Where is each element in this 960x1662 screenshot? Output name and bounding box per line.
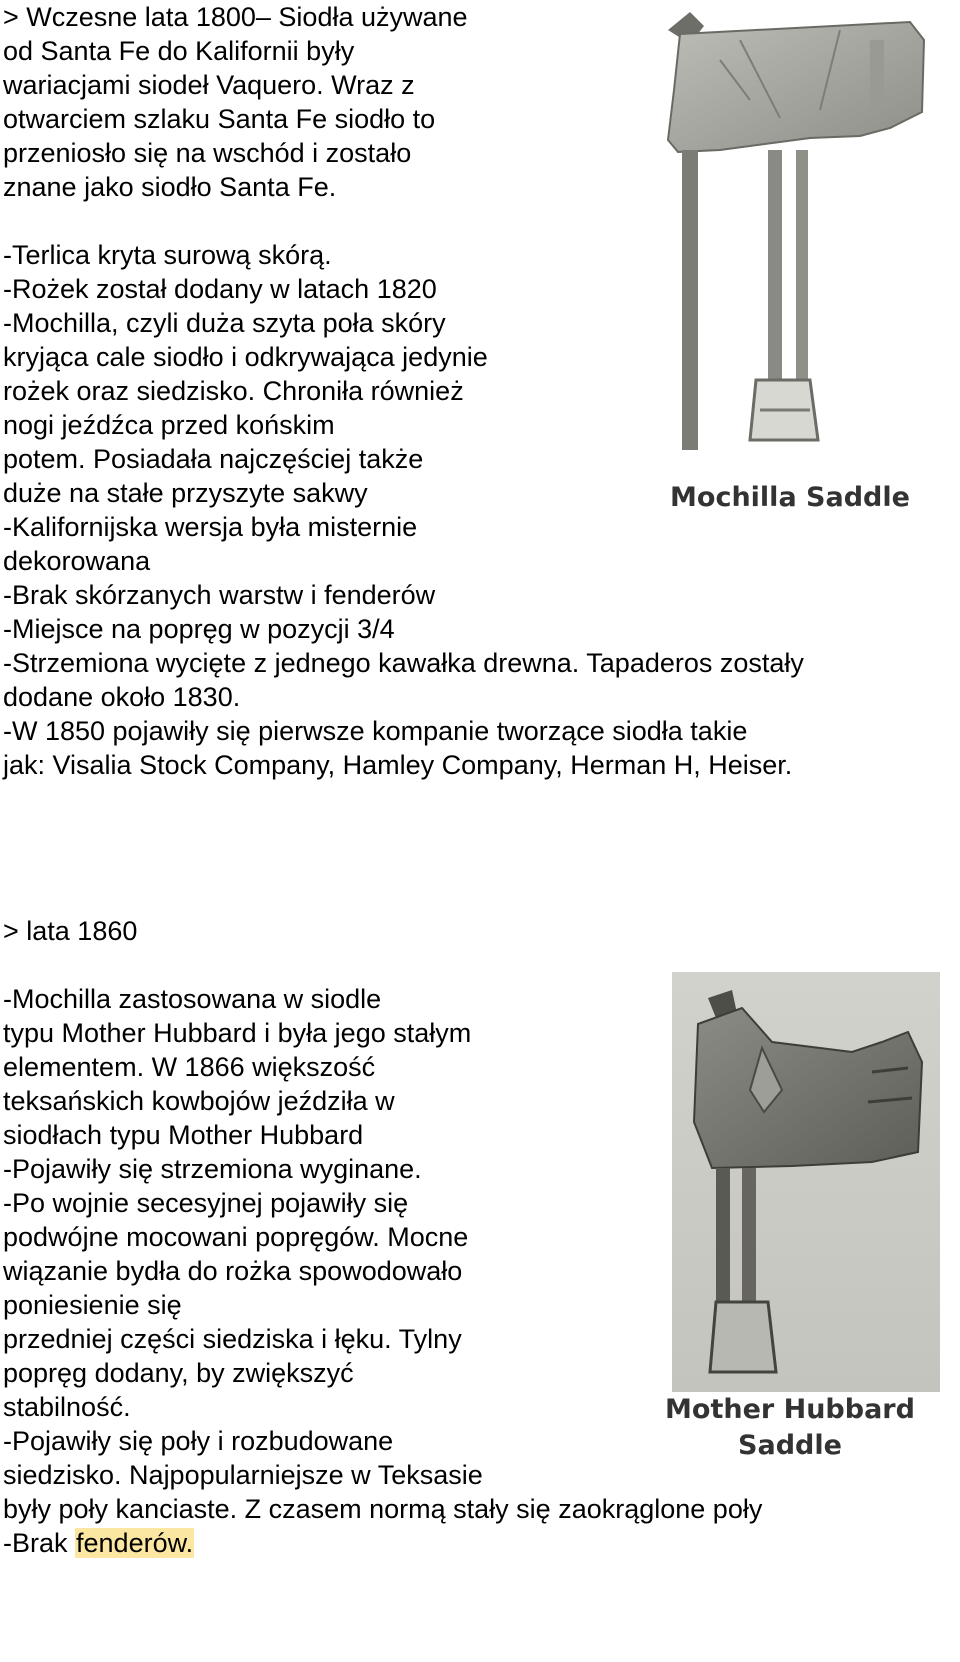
text-line: wiązanie bydła do rożka spowodowało (3, 1256, 463, 1286)
text-line: > Wczesne lata 1800– Siodła używane (3, 2, 468, 32)
text-line: otwarciem szlaku Santa Fe siodło to (3, 104, 436, 134)
mother-hubbard-saddle-photo (672, 972, 940, 1392)
text-line: -Miejsce na popręg w pozycji 3/4 (3, 614, 395, 644)
caption-line: Mother Hubbard (665, 1394, 915, 1425)
text-line: dekorowana (3, 546, 151, 576)
mochilla-saddle-image (660, 0, 928, 470)
text-line: -Po wojnie secesyjnej pojawiły się (3, 1188, 409, 1218)
mother-hubbard-saddle-image (672, 972, 940, 1392)
text-line: rożek oraz siedzisko. Chroniła również (3, 376, 464, 406)
text-line: -Kalifornijska wersja była misternie (3, 512, 418, 542)
mochilla-saddle-caption: Mochilla Saddle (670, 482, 910, 513)
text-line: potem. Posiadała najczęściej także (3, 444, 424, 474)
text-line: duże na stałe przyszyte sakwy (3, 478, 368, 508)
caption-line: Saddle (738, 1430, 842, 1461)
text-line: przeniosło się na wschód i zostało (3, 138, 412, 168)
text-line: -Pojawiły się poły i rozbudowane (3, 1426, 394, 1456)
text-line: siodłach typu Mother Hubbard (3, 1120, 364, 1150)
highlighted-word: fenderów. (76, 1528, 194, 1558)
text-line: przedniej części siedziska i łęku. Tylny (3, 1324, 462, 1354)
text-line: teksańskich kowbojów jeździła w (3, 1086, 395, 1116)
text-line: -Brak skórzanych warstw i fenderów (3, 580, 436, 610)
text-line: podwójne mocowani popręgów. Mocne (3, 1222, 469, 1252)
text-line: były poły kanciaste. Z czasem normą stały się zaokrąglone poły (3, 1494, 763, 1524)
text-line: elementem. W 1866 większość (3, 1052, 376, 1082)
text-line: -W 1850 pojawiły się pierwsze kompanie tworzące siodła takie (3, 716, 748, 746)
text-line: nogi jeźdźca przed końskim (3, 410, 335, 440)
text-line: wariacjami siodeł Vaquero. Wraz z (3, 70, 415, 100)
last-prefix: -Brak (3, 1528, 76, 1558)
mochilla-saddle-photo (660, 0, 928, 470)
text-line: -Rożek został dodany w latach 1820 (3, 274, 437, 304)
text-line: stabilność. (3, 1392, 131, 1422)
text-line: popręg dodany, by zwiększyć (3, 1358, 354, 1388)
mother-hubbard-caption (640, 1392, 940, 1464)
text-line: kryjąca cale siodło i odkrywająca jedynie (3, 342, 488, 372)
text-line: dodane około 1830. (3, 682, 241, 712)
text-line: > lata 1860 (3, 916, 138, 946)
text-line: typu Mother Hubbard i była jego stałym (3, 1018, 472, 1048)
text-line: poniesienie się (3, 1290, 182, 1320)
text-line: -Terlica kryta surową skórą. (3, 240, 332, 270)
text-line: -Pojawiły się strzemiona wyginane. (3, 1154, 422, 1184)
text-line: -Mochilla zastosowana w siodle (3, 984, 382, 1014)
text-line: -Strzemiona wycięte z jednego kawałka drewna. Tapaderos zostały (3, 648, 804, 678)
text-line: -Mochilla, czyli duża szyta poła skóry (3, 308, 446, 338)
text-line: siedzisko. Najpopularniejsze w Teksasie (3, 1460, 483, 1490)
text-line: znane jako siodło Santa Fe. (3, 172, 337, 202)
text-line-last (3, 1526, 194, 1560)
text-line: od Santa Fe do Kalifornii były (3, 36, 355, 66)
text-line: jak: Visalia Stock Company, Hamley Company, Herman H, Heiser. (3, 750, 793, 780)
